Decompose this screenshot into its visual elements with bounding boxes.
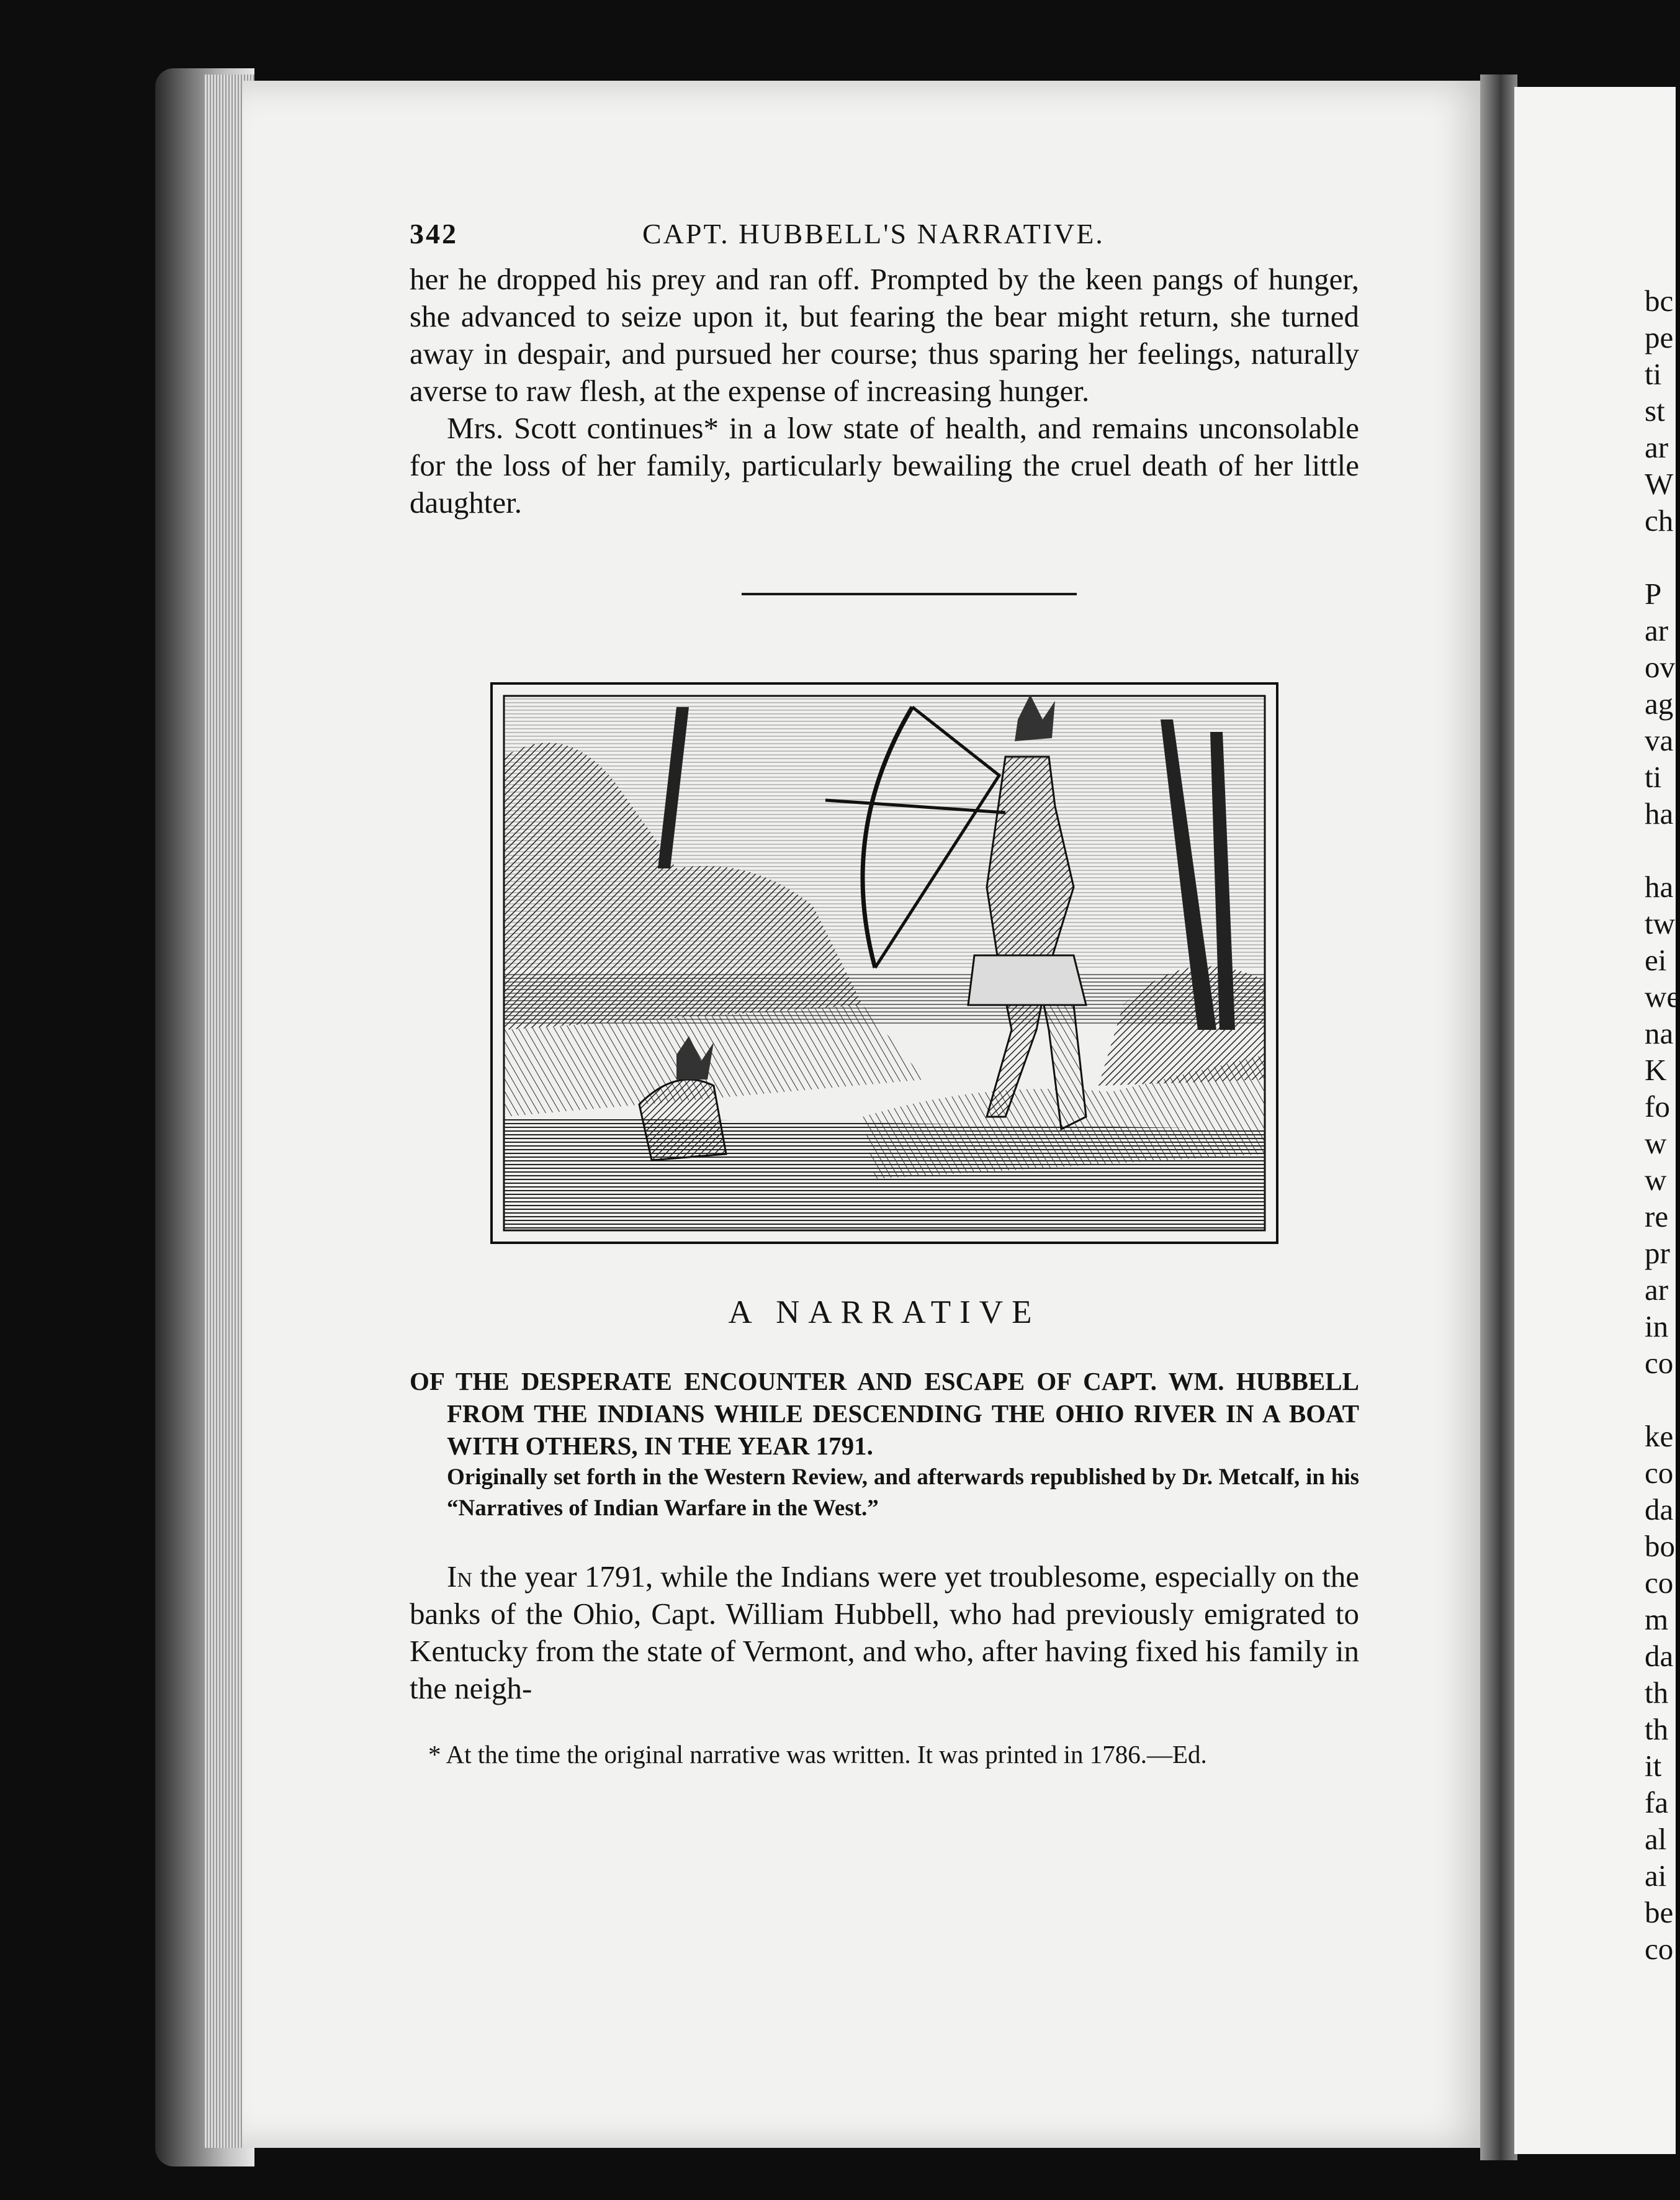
page-content	[410, 217, 1359, 1770]
section-divider-rule	[742, 593, 1077, 595]
book-gutter	[1480, 74, 1517, 2160]
paragraph-mrs-scott: Mrs. Scott continues* in a low state of health, and remains unconsolable for the loss of her family, particularly bewailing the cruel death of her little daughter.	[410, 411, 1359, 520]
section-subtitle: OF THE DESPERATE ENCOUNTER AND ESCAPE OF CAPT. WM. HUBBELL FROM THE INDIANS WHILE DESCENDING THE OHIO RIVER IN A BOAT WITH OTHERS, IN THE YEAR 1791.	[410, 1367, 1359, 1460]
narrative-opening-paragraph	[410, 1558, 1359, 1707]
running-title: CAPT. HUBBELL'S NARRATIVE.	[642, 218, 1105, 250]
section-source-note: Originally set forth in the Western Review, and afterwards republished by Dr. Metcalf, in his “Narratives of Indian Warfare in the West.”	[447, 1464, 1359, 1521]
lead-word: In	[447, 1559, 472, 1594]
paragraph-continuation: her he dropped his prey and ran off. Prompted by the keen pangs of hunger, she advanced to seize upon it, but fearing the bear might return, she turned away in despair, and pursued her course; thus sparing her feelings, naturally averse to raw flesh, at the expense of increasing hunger.	[410, 262, 1359, 408]
footnote: * At the time the original narrative was written. It was printed in 1786.—Ed.	[428, 1740, 1207, 1769]
woodcut-illustration	[490, 682, 1278, 1244]
page-number: 342	[410, 218, 458, 250]
running-head	[410, 217, 1359, 261]
opening-paragraph-text: the year 1791, while the Indians were yet troublesome, especially on the banks of the Ohio, Capt. William Hubbell, who had previously emigrated to Kentucky from the state of Vermont, and who, after having fixed his family in the neigh-	[410, 1559, 1359, 1705]
section-title: A NARRATIVE	[728, 1294, 1041, 1330]
facing-page-text-fragments: bc pe ti st ar W ch P ar ov ag va ti ha ha tw ei we na K fo w w re pr ar in co ke co da bo co m da th th it fa al ai be co	[1645, 284, 1680, 1966]
